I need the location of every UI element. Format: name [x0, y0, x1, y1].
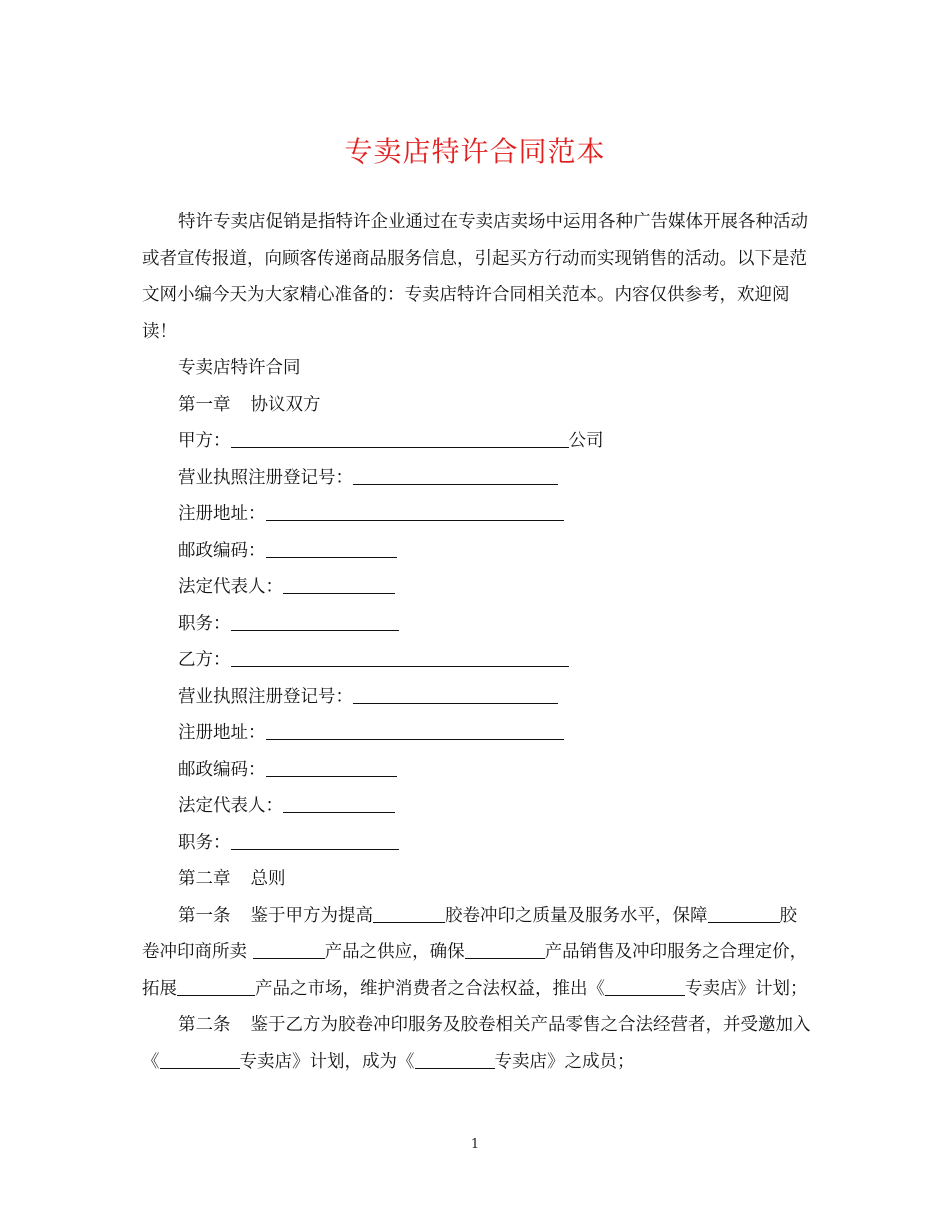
article-2-blank: [415, 1050, 495, 1069]
party-a-blank: [231, 429, 569, 448]
article-1-text: 胶卷冲印之质量及服务水平，保障: [445, 905, 708, 926]
article-1-paragraph: [142, 898, 812, 1008]
article-1-text: 产品之市场，维护消费者之合法权益，推出《: [255, 978, 605, 999]
party-a-address-line: [142, 496, 812, 533]
party-a-license-label: 营业执照注册登记号：: [178, 467, 353, 488]
party-b-position-label: 职务：: [178, 832, 231, 853]
party-a-position-blank: [231, 612, 399, 631]
party-b-license-line: [142, 679, 812, 716]
party-b-position-blank: [231, 831, 399, 850]
party-b-license-blank: [353, 685, 558, 704]
chapter-2-label: 第二章: [178, 869, 231, 889]
party-a-label: 甲方：: [178, 431, 231, 451]
party-b-line: [142, 642, 812, 679]
article-1-text: 专卖店》计划；: [685, 978, 808, 999]
party-b-address-label: 注册地址：: [178, 723, 266, 743]
party-b-postcode-blank: [266, 758, 397, 777]
party-a-license-blank: [353, 466, 558, 485]
party-a-postcode-line: [142, 533, 812, 570]
party-b-blank: [231, 648, 569, 667]
document-title: 专卖店特许合同范本: [344, 135, 606, 168]
article-1-text: 鉴于甲方为提高: [250, 905, 373, 926]
party-b-rep-label: 法定代表人：: [178, 796, 283, 816]
article-1-text: 产品销售及冲印服务之合理定价，拓展: [142, 942, 808, 999]
party-a-postcode-blank: [266, 539, 397, 558]
chapter-1-name: 协议双方: [250, 394, 321, 415]
document-body: [142, 204, 812, 1080]
page-number: 1: [470, 1137, 480, 1152]
chapter-2-name: 总则: [250, 869, 286, 889]
party-a-rep-blank: [283, 575, 395, 594]
party-a-address-label: 注册地址：: [178, 504, 266, 524]
article-2-paragraph: [142, 1007, 812, 1080]
party-b-address-blank: [266, 721, 564, 740]
party-b-license-label: 营业执照注册登记号：: [178, 686, 353, 707]
party-b-position-line: [142, 825, 812, 862]
party-a-rep-line: [142, 569, 812, 606]
party-b-postcode-line: [142, 752, 812, 789]
article-1-blank: [465, 940, 545, 959]
party-a-position-label: 职务：: [178, 613, 231, 634]
intro-paragraph: 特许专卖店促销是指特许企业通过在专卖店卖场中运用各种广告媒体开展各种活动或者宣传报道，向顾客传递商品服务信息，引起买方行动而实现销售的活动。以下是范文网小编今天为大家精心准备的：专卖店特许合同相关范本。内容仅供参考，欢迎阅读！: [142, 212, 808, 342]
party-b-address-line: [142, 715, 812, 752]
party-a-position-line: [142, 606, 812, 643]
article-1-blank: [605, 977, 685, 996]
article-2-label: 第二条: [178, 1015, 231, 1035]
article-1-blank: [708, 904, 780, 923]
article-2-text: 专卖店》之成员；: [494, 1051, 635, 1072]
chapter-1-heading: [142, 387, 812, 424]
party-b-rep-blank: [283, 794, 395, 813]
article-1-blank: [177, 977, 255, 996]
chapter-2-heading: [142, 861, 812, 898]
contract-title: 专卖店特许合同: [178, 358, 301, 378]
article-2-text: 专卖店》计划，成为《: [239, 1051, 415, 1072]
party-a-address-blank: [266, 502, 564, 521]
article-2-blank: [160, 1050, 240, 1069]
chapter-1-label: 第一章: [178, 394, 231, 415]
article-1-blank: [373, 904, 445, 923]
party-a-rep-label: 法定代表人：: [178, 577, 283, 597]
party-a-license-line: [142, 460, 812, 497]
article-2-text: 鉴于乙方为胶卷冲印服务及胶卷相关产品零售之合法经营者，并受邀加入《: [142, 1015, 811, 1072]
article-1-text: 产品之供应，确保: [324, 942, 465, 962]
party-b-rep-line: [142, 788, 812, 825]
party-a-line: [142, 423, 812, 460]
party-a-suffix: 公司: [568, 431, 604, 451]
article-1-text: 胶卷冲印商所卖: [142, 905, 797, 962]
party-a-postcode-label: 邮政编码：: [178, 540, 266, 561]
article-1-label: 第一条: [178, 905, 231, 926]
article-1-blank: [253, 940, 325, 959]
party-b-postcode-label: 邮政编码：: [178, 759, 266, 780]
party-b-label: 乙方：: [178, 650, 231, 670]
